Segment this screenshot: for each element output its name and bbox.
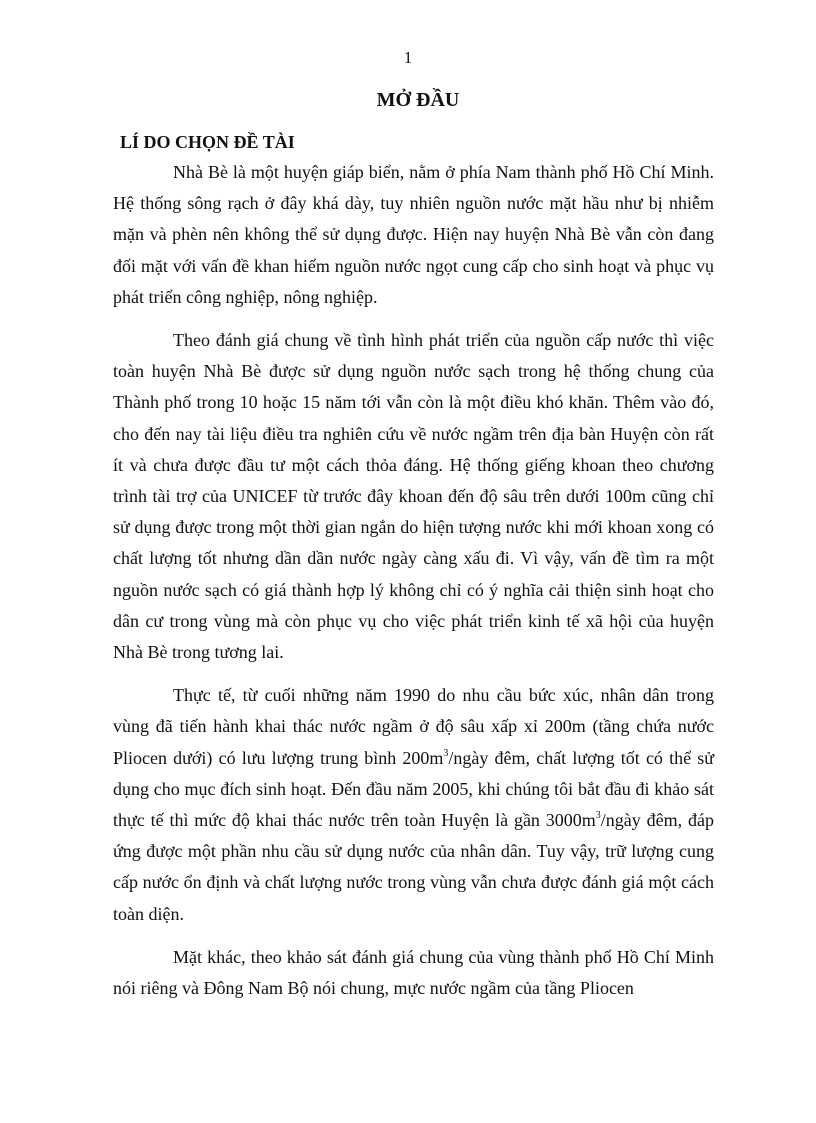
paragraph-3-part-2: /ngày đêm, chất lượng tốt có thể sử dụng cho mục đích sinh hoạt. Đến đầu năm 2005, khi chúng tôi bắt đầu đi khảo sát thực tế thì mức độ khai thác nước trên toàn Huyện là gần 3000m — [113, 747, 715, 831]
paragraph-3-part-3: /ngày đêm, đáp ứng được một phần nhu cầu sử dụng nước của nhân dân. Tuy vậy, trữ lượng cung cấp nước ổn định và chất lượng nước trong vùng vẫn chưa được đánh giá một cách toàn diện. — [113, 810, 714, 924]
superscript-cubic-1: 3 — [443, 747, 449, 759]
section-heading: LÍ DO CHỌN ĐỀ TÀI — [120, 132, 295, 152]
body-text — [113, 157, 714, 1016]
paragraph-3 — [113, 680, 714, 930]
paragraph-4: Mặt khác, theo khảo sát đánh giá chung của vùng thành phố Hồ Chí Minh nói riêng và Đông Nam Bộ nói chung, mực nước ngầm của tầng Pliocen — [113, 946, 714, 999]
paragraph-3-part-1: Thực tế, từ cuối những năm 1990 do nhu cầu bức xúc, nhân dân trong vùng đã tiến hành khai thác nước ngầm ở độ sâu xấp xỉ 200m (tầng chứa nước Pliocen dưới) có lưu lượng trung bình 200m — [113, 685, 714, 768]
document-title: MỞ ĐẦU — [376, 89, 460, 111]
page-number: 1 — [403, 48, 413, 67]
superscript-cubic-2: 3 — [595, 810, 601, 822]
paragraph-1: Nhà Bè là một huyện giáp biển, nằm ở phía Nam thành phố Hồ Chí Minh. Hệ thống sông rạch ở đây khá dày, tuy nhiên nguồn nước mặt hầu như bị nhiễm mặn và phèn nên không thể sử dụng được. Hiện nay huyện Nhà Bè vẫn còn đang đối mặt với vấn đề khan hiếm nguồn nước ngọt cung cấp cho sinh hoạt và phục vụ phát triển công nghiệp, nông nghiệp. — [113, 162, 714, 307]
paragraph-2: Theo đánh giá chung về tình hình phát triển của nguồn cấp nước thì việc toàn huyện Nhà Bè được sử dụng nguồn nước sạch trong hệ thống chung của Thành phố trong 10 hoặc 15 năm tới vẫn còn là một điều khó khăn. Thêm vào đó, cho đến nay tài liệu điều tra nghiên cứu về nước ngầm trên địa bàn Huyện còn rất ít và chưa được đầu tư một cách thỏa đáng. Hệ thống giếng khoan theo chương trình tài trợ của UNICEF từ trước đây khoan đến độ sâu trên dưới 100m cũng chỉ sử dụng được trong một thời gian ngắn do hiện tượng nước khi mới khoan xong có chất lượng tốt nhưng dần dần nước ngày càng xấu đi. Vì vậy, vấn đề tìm ra một nguồn nước sạch có giá thành hợp lý không chỉ có ý nghĩa cải thiện sinh hoạt cho dân cư trong vùng mà còn phục vụ cho việc phát triển kinh tế xã hội của huyện Nhà Bè trong tương lai. — [113, 330, 714, 663]
